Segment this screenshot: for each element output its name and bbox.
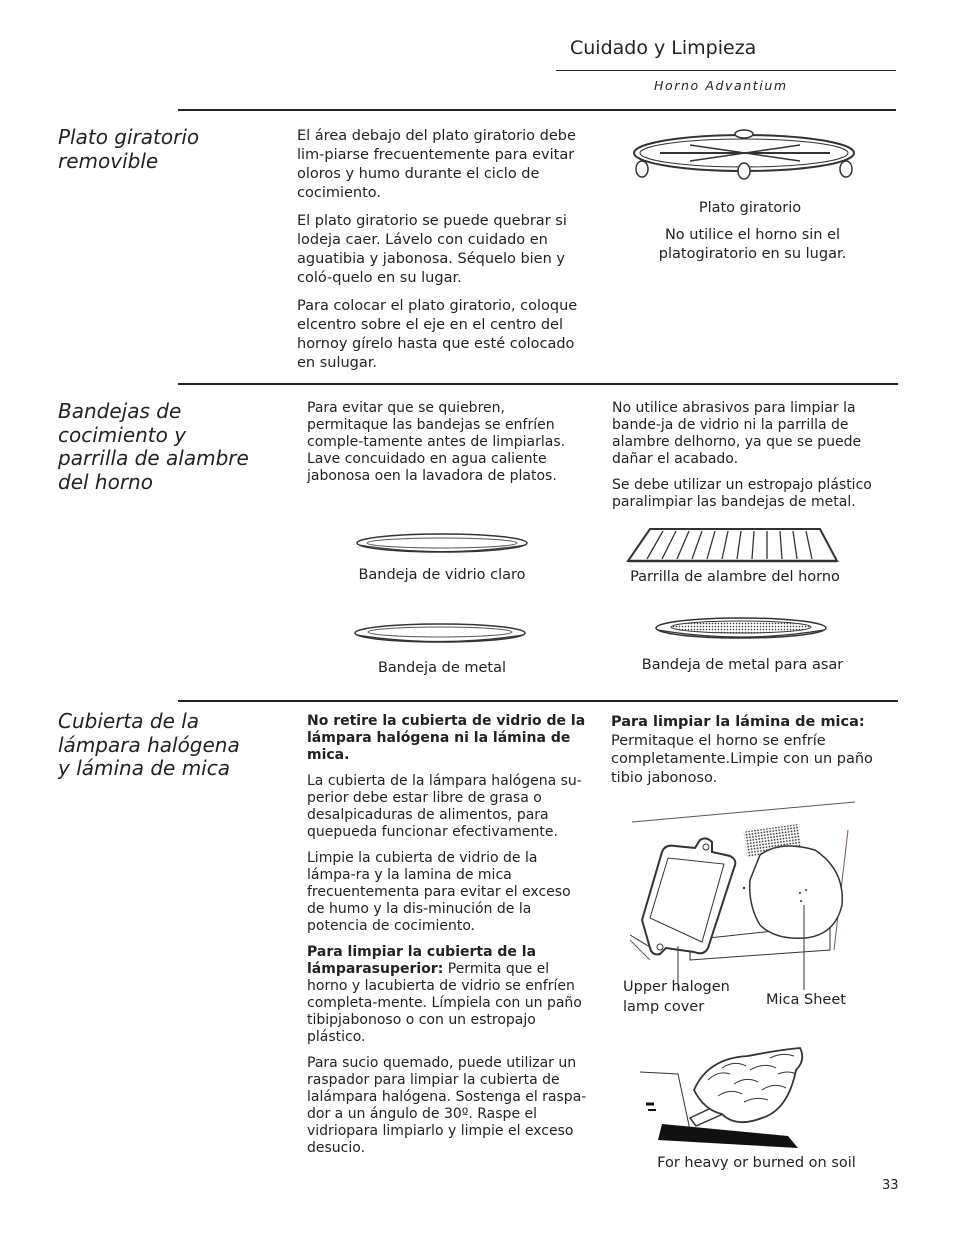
turntable-note: No utilice el horno sin el platogiratorio en su lugar. (658, 227, 847, 262)
glass-tray-illustration (355, 532, 530, 556)
wire-rack-illustration (625, 523, 840, 565)
section-title-line: removible (58, 148, 159, 173)
section-title-line: Plato giratorio (58, 125, 200, 149)
page-header-title: Cuidado y Limpieza (570, 37, 757, 59)
broil-tray-caption: Bandeja de metal para asar (641, 657, 844, 673)
paragraph: El plato giratorio se puede quebrar si lodeja caer. Lávelo con cuidado en aguatibia y jabonosa. Séquelo bien y coló-quelo en su lugar. (297, 213, 567, 286)
paragraph: Para sucio quemado, puede utilizar un raspador para limpiar la cubierta de lalámpara halógena. Sostenga el raspa-dor a un ángulo de 30º. Raspe el vidriopara limpiarlo y limpie el exceso desucio. (307, 1055, 587, 1156)
warning-paragraph: No retire la cubierta de vidrio de la lámpara halógena ni la lámina de mica. (307, 713, 586, 763)
label-line: Upper halogen (623, 979, 730, 995)
paragraph: Limpie la cubierta de vidrio de la lámpa-ra y la lamina de mica frecuentementa para evitar el exceso de humo y la dis-minución de la potencia de cocimiento. (307, 850, 571, 934)
section-title-line: lámpara halógena (58, 732, 240, 757)
section-title-trays (58, 400, 268, 494)
section-title-line: Bandejas de (58, 399, 182, 423)
scraper-caption: For heavy or burned on soil (657, 1155, 856, 1171)
page-number: 33 (882, 1178, 899, 1193)
paragraph: La cubierta de la lámpara halógena su-perior debe estar libre de grasa o desalpicaduras de alimentos, para quepueda funcionar efectivamente. (307, 773, 582, 840)
paragraph-text: Permita que el horno y lacubierta de vidrio se enfríen completa-mente. Límpiela con un paño tibipjabonoso o con un estropajo plástico. (307, 961, 582, 1045)
mica-heading: Para limpiar la lámina de mica: (611, 714, 865, 730)
section-title-line: cocimiento y (58, 422, 187, 447)
paragraph-bold-lead: Para limpiar la cubierta de la lámparasuperior: (307, 944, 537, 977)
header-rule (556, 70, 896, 71)
section-title-line: Cubierta de la (58, 709, 200, 733)
lamp-cover-label (623, 977, 730, 1017)
metal-tray-caption: Bandeja de metal (377, 660, 507, 676)
section-divider-2 (178, 383, 898, 385)
paragraph: No utilice abrasivos para limpiar la bande-ja de vidrio ni la parrilla de alambre delhorno, ya que se puede dañar el acabado. (612, 400, 862, 467)
label-line: lamp cover (623, 999, 705, 1015)
scraper-illustration (638, 1040, 813, 1160)
trays-text-left: Para evitar que se quiebren, permitaque las bandejas se enfríen comple-tamente antes de limpiarlas. Lave concuidado en agua caliente jabonosa oen la lavadora de platos. (307, 400, 566, 484)
section-title-lamp-cover (58, 710, 268, 781)
paragraph: Se debe utilizar un estropajo plástico paralimpiar las bandejas de metal. (612, 477, 872, 510)
section-divider-1 (178, 109, 896, 111)
mica-paragraph: Permitaque el horno se enfríe completamente.Limpie con un paño tibio jabonoso. (611, 732, 873, 786)
glass-tray-caption: Bandeja de vidrio claro (358, 567, 526, 583)
turntable-illustration (630, 125, 860, 187)
paragraph (307, 944, 587, 1046)
section-title-line: del horno (58, 469, 153, 494)
mica-sheet-label: Mica Sheet (766, 992, 846, 1008)
section-title-turntable (58, 126, 268, 173)
turntable-text (297, 127, 587, 382)
turntable-caption: Plato giratorio (698, 200, 802, 216)
section-divider-3 (178, 700, 898, 702)
lamp-mica-illustration (620, 800, 860, 1000)
lamp-cover-text (307, 713, 587, 1166)
broil-tray-illustration (654, 616, 829, 642)
trays-text-right (612, 400, 887, 520)
wire-rack-caption: Parrilla de alambre del horno (630, 569, 840, 585)
mica-text (611, 713, 891, 787)
paragraph: El área debajo del plato giratorio debe lim-piarse frecuentemente para evitar oloros y humo durante el ciclo de cocimiento. (297, 128, 576, 201)
page-header-subtitle: Horno Advantium (654, 78, 788, 93)
section-title-line: y lámina de mica (58, 756, 230, 780)
paragraph: Para colocar el plato giratorio, coloque elcentro sobre el eje en el centro del hornoy gírelo hasta que esté colocado en sulugar. (297, 298, 578, 371)
section-title-line: parrilla de alambre (58, 446, 249, 470)
metal-tray-illustration (353, 622, 528, 646)
